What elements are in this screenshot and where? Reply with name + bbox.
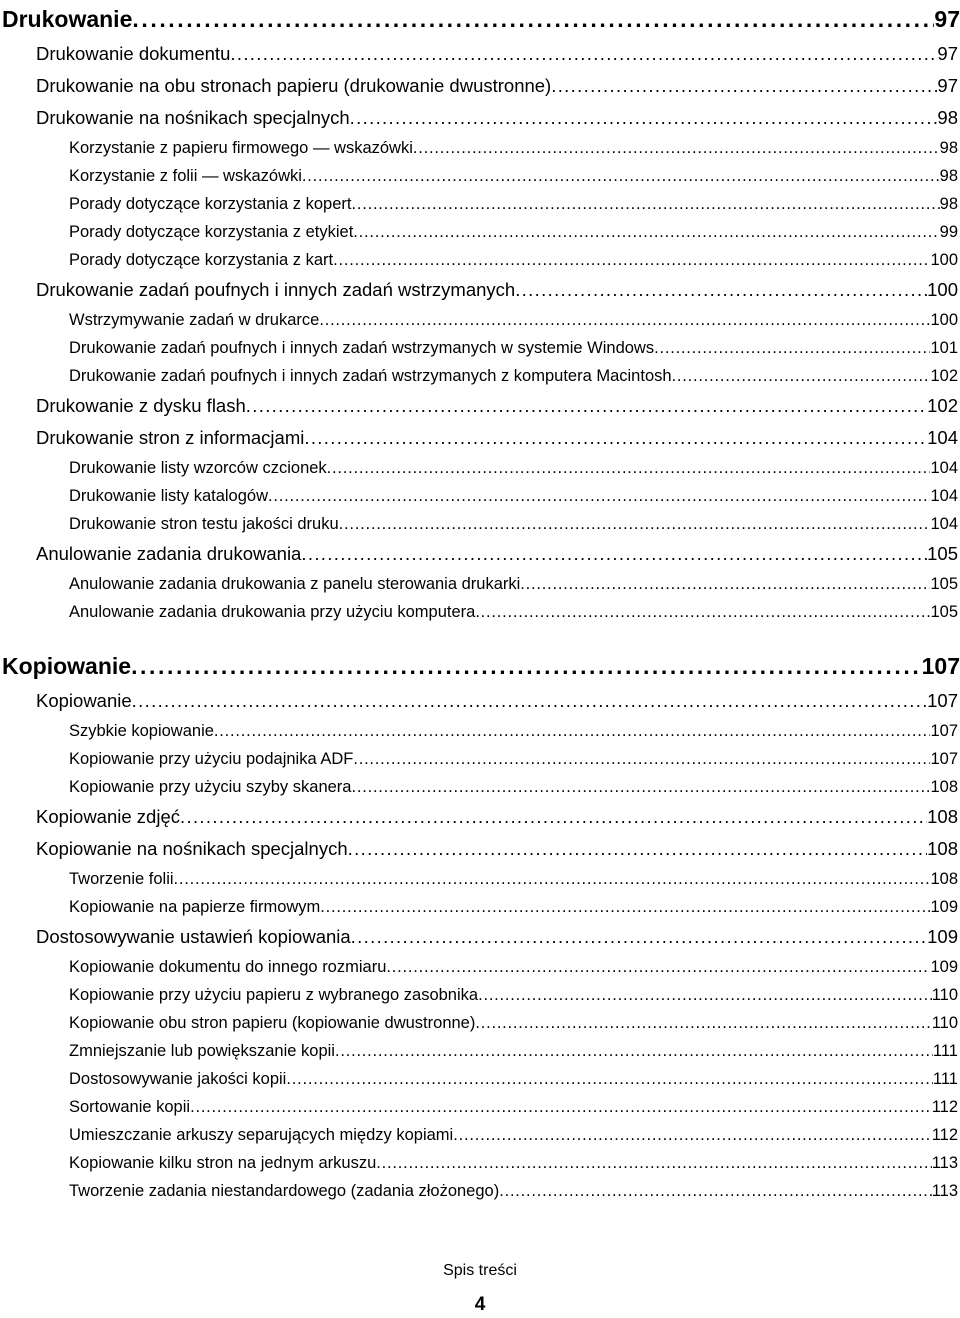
dot-leader — [654, 334, 930, 362]
toc-entry-title: Korzystanie z folii — wskazówki — [69, 167, 302, 185]
toc-entry-page: 98 — [939, 139, 958, 157]
toc-entry-page: 98 — [937, 107, 958, 128]
toc-entry-page: 111 — [932, 1042, 958, 1060]
dot-leader — [327, 454, 931, 482]
toc-entry-title: Wstrzymywanie zadań w drukarce — [69, 311, 320, 329]
toc-entry-page: 109 — [930, 958, 958, 976]
toc-subsection-entry[interactable] — [0, 134, 958, 162]
toc-subsection-entry[interactable] — [0, 1149, 958, 1177]
toc-subsection-entry[interactable] — [0, 190, 958, 218]
toc-entry-title: Anulowanie zadania drukowania przy użyciu komputera — [69, 603, 476, 621]
toc-entry-title: Drukowanie listy katalogów — [69, 487, 269, 505]
toc-subsection-entry[interactable] — [0, 745, 958, 773]
toc-entry-title: Drukowanie stron testu jakości druku — [69, 515, 339, 533]
toc-subsection-entry[interactable] — [0, 218, 958, 246]
toc-entry-page: 100 — [930, 311, 958, 329]
dot-leader — [551, 70, 937, 102]
toc-entry-page: 113 — [931, 1154, 958, 1172]
toc-entry-page: 97 — [934, 6, 960, 32]
toc-entry-title: Szybkie kopiowanie — [69, 722, 214, 740]
dot-leader — [348, 833, 928, 865]
dot-leader — [339, 510, 931, 538]
toc-entry-page: 97 — [937, 75, 958, 96]
toc-section-entry[interactable] — [0, 102, 958, 134]
dot-leader — [353, 745, 930, 773]
dot-leader — [319, 306, 930, 334]
dot-leader — [520, 570, 930, 598]
toc-entry-title: Porady dotyczące korzystania z kopert — [69, 195, 352, 213]
toc-entry-title: Dostosowywanie ustawień kopiowania — [36, 926, 351, 947]
toc-subsection-entry[interactable] — [0, 454, 958, 482]
dot-leader — [132, 0, 934, 38]
dot-leader — [515, 274, 927, 306]
toc-entry-page: 108 — [930, 778, 958, 796]
toc-subsection-entry[interactable] — [0, 1037, 958, 1065]
dot-leader — [246, 390, 927, 422]
toc-entry-page: 104 — [930, 515, 958, 533]
toc-entry-page: 101 — [930, 339, 958, 357]
toc-entry-page: 98 — [939, 167, 958, 185]
toc-section-entry[interactable] — [0, 38, 958, 70]
toc-entry-title: Drukowanie z dysku flash — [36, 395, 246, 416]
toc-subsection-entry[interactable] — [0, 162, 958, 190]
toc-entry-page: 107 — [921, 653, 960, 679]
dot-leader — [214, 717, 931, 745]
toc-entry-page: 113 — [931, 1182, 958, 1200]
dot-leader — [286, 1065, 933, 1093]
toc-entry-title: Zmniejszanie lub powiększanie kopii — [69, 1042, 335, 1060]
page-number: 4 — [474, 1294, 486, 1315]
toc-entry-title: Drukowanie na obu stronach papieru (drukowanie dwustronne) — [36, 75, 552, 96]
toc-entry-title: Porady dotyczące korzystania z etykiet — [69, 223, 354, 241]
toc-entry-page: 109 — [930, 898, 958, 916]
toc-entry-page: 110 — [931, 1014, 958, 1032]
toc-section-entry[interactable] — [0, 422, 958, 454]
toc-entry-title: Kopiowanie dokumentu do innego rozmiaru — [69, 958, 387, 976]
toc-section-entry[interactable] — [0, 801, 958, 833]
dot-leader — [230, 38, 937, 70]
toc-entry-title: Drukowanie stron z informacjami — [36, 427, 305, 448]
dot-leader — [376, 1149, 931, 1177]
dot-leader — [499, 1177, 931, 1205]
toc-chapter-heading[interactable] — [0, 647, 960, 685]
dot-leader — [351, 921, 927, 953]
toc-entry-title: Umieszczanie arkuszy separujących między kopiami — [69, 1126, 454, 1144]
toc-entry-page: 100 — [930, 251, 958, 269]
dot-leader — [302, 162, 940, 190]
dot-leader — [475, 1009, 931, 1037]
toc-entry-title: Anulowanie zadania drukowania — [36, 543, 302, 564]
toc-section-entry[interactable] — [0, 538, 958, 570]
toc-entry-title: Kopiowanie przy użyciu papieru z wybranego zasobnika — [69, 986, 479, 1004]
toc-subsection-entry[interactable] — [0, 598, 958, 626]
toc-subsection-entry[interactable] — [0, 1177, 958, 1205]
toc-entry-page: 104 — [927, 427, 958, 448]
toc-entry-title: Tworzenie zadania niestandardowego (zadania złożonego) — [69, 1182, 500, 1200]
toc-subsection-entry[interactable] — [0, 953, 958, 981]
toc-entry-title: Drukowanie — [2, 6, 133, 32]
toc-entry-page: 105 — [930, 603, 958, 621]
toc-entry-title: Kopiowanie na papierze firmowym — [69, 898, 321, 916]
toc-subsection-entry[interactable] — [0, 865, 958, 893]
dot-leader — [301, 538, 927, 570]
toc-subsection-entry[interactable] — [0, 981, 958, 1009]
toc-entry-page: 99 — [939, 223, 958, 241]
toc-section-entry[interactable] — [0, 70, 958, 102]
page-footer — [0, 1258, 960, 1316]
toc-entry-page: 107 — [930, 750, 958, 768]
toc-entry-title: Drukowanie na nośnikach specjalnych — [36, 107, 350, 128]
toc-subsection-entry[interactable] — [0, 773, 958, 801]
toc-subsection-entry[interactable] — [0, 1009, 958, 1037]
toc-section-entry[interactable] — [0, 390, 958, 422]
toc-entry-page: 104 — [930, 459, 958, 477]
toc-chapter-heading[interactable] — [0, 0, 960, 38]
toc-entry-title: Kopiowanie przy użyciu szyby skanera — [69, 778, 352, 796]
toc-subsection-entry[interactable] — [0, 362, 958, 390]
toc-section-entry[interactable] — [0, 921, 958, 953]
toc-entry-title: Drukowanie dokumentu — [36, 43, 231, 64]
dot-leader — [386, 953, 930, 981]
toc-subsection-entry[interactable] — [0, 1065, 958, 1093]
toc-entry-page: 104 — [930, 487, 958, 505]
dot-leader — [672, 362, 931, 390]
toc-entry-page: 102 — [930, 367, 958, 385]
toc-entry-title: Kopiowanie na nośnikach specjalnych — [36, 838, 348, 859]
toc-entry-page: 107 — [930, 722, 958, 740]
dot-leader — [350, 102, 938, 134]
dot-leader — [478, 981, 932, 1009]
toc-subsection-entry[interactable] — [0, 334, 958, 362]
dot-leader — [453, 1121, 931, 1149]
dot-leader — [351, 190, 939, 218]
dot-leader — [333, 246, 930, 274]
toc-subsection-entry[interactable] — [0, 510, 958, 538]
toc-entry-page: 108 — [930, 870, 958, 888]
toc-section-entry[interactable] — [0, 685, 958, 717]
dot-leader — [304, 422, 927, 454]
toc-entry-title: Drukowanie zadań poufnych i innych zadań wstrzymanych — [36, 279, 516, 300]
toc-subsection-entry[interactable] — [0, 570, 958, 598]
toc-entry-page: 111 — [932, 1070, 958, 1088]
toc-entry-title: Sortowanie kopii — [69, 1098, 191, 1116]
toc-subsection-entry[interactable] — [0, 306, 958, 334]
toc-entry-title: Korzystanie z papieru firmowego — wskazówki — [69, 139, 413, 157]
toc-entry-title: Anulowanie zadania drukowania z panelu sterowania drukarki — [69, 575, 521, 593]
toc-entry-page: 110 — [931, 986, 958, 1004]
toc-entry-page: 108 — [927, 806, 958, 827]
toc-entry-title: Porady dotyczące korzystania z kart — [69, 251, 334, 269]
toc-entry-page: 112 — [931, 1126, 958, 1144]
toc-entry-page: 107 — [927, 690, 958, 711]
toc-entry-page: 108 — [927, 838, 958, 859]
toc-entry-page: 97 — [937, 43, 958, 64]
toc-subsection-entry[interactable] — [0, 717, 958, 745]
toc-entry-page: 100 — [927, 279, 958, 300]
toc-entry-title: Kopiowanie zdjęć — [36, 806, 180, 827]
toc-subsection-entry[interactable] — [0, 1093, 958, 1121]
toc-entry-page: 112 — [931, 1098, 958, 1116]
toc-entry-page: 102 — [927, 395, 958, 416]
toc-entry-title: Kopiowanie przy użyciu podajnika ADF — [69, 750, 354, 768]
footer-label: Spis treści — [443, 1262, 517, 1279]
toc-section-entry[interactable] — [0, 274, 958, 306]
dot-leader — [335, 1037, 933, 1065]
toc-entry-title: Tworzenie folii — [69, 870, 174, 888]
toc-subsection-entry[interactable] — [0, 1121, 958, 1149]
toc-subsection-entry[interactable] — [0, 246, 958, 274]
toc-entry-page: 105 — [930, 575, 958, 593]
toc-entry-page: 109 — [927, 926, 958, 947]
toc-subsection-entry[interactable] — [0, 893, 958, 921]
toc-entry-title: Dostosowywanie jakości kopii — [69, 1070, 287, 1088]
toc-section-entry[interactable] — [0, 833, 958, 865]
toc-subsection-entry[interactable] — [0, 482, 958, 510]
toc-entry-title: Drukowanie zadań poufnych i innych zadań wstrzymanych w systemie Windows — [69, 339, 655, 357]
dot-leader — [353, 218, 939, 246]
dot-leader — [268, 482, 930, 510]
toc-entry-title: Drukowanie listy wzorców czcionek — [69, 459, 327, 477]
toc-entry-title: Kopiowanie kilku stron na jednym arkuszu — [69, 1154, 377, 1172]
toc-entry-title: Kopiowanie — [36, 690, 132, 711]
dot-leader — [351, 773, 930, 801]
toc-entry-page: 98 — [939, 195, 958, 213]
toc-entry-title: Kopiowanie — [2, 653, 132, 679]
dot-leader — [180, 801, 927, 833]
dot-leader — [413, 134, 940, 162]
toc-entry-title: Drukowanie zadań poufnych i innych zadań wstrzymanych z komputera Macintosh — [69, 367, 672, 385]
dot-leader — [132, 685, 927, 717]
dot-leader — [190, 1093, 932, 1121]
toc-entry-title: Kopiowanie obu stron papieru (kopiowanie dwustronne) — [69, 1014, 476, 1032]
dot-leader — [131, 647, 922, 685]
dot-leader — [320, 893, 930, 921]
toc-entry-page: 105 — [927, 543, 958, 564]
dot-leader — [475, 598, 930, 626]
dot-leader — [174, 865, 931, 893]
